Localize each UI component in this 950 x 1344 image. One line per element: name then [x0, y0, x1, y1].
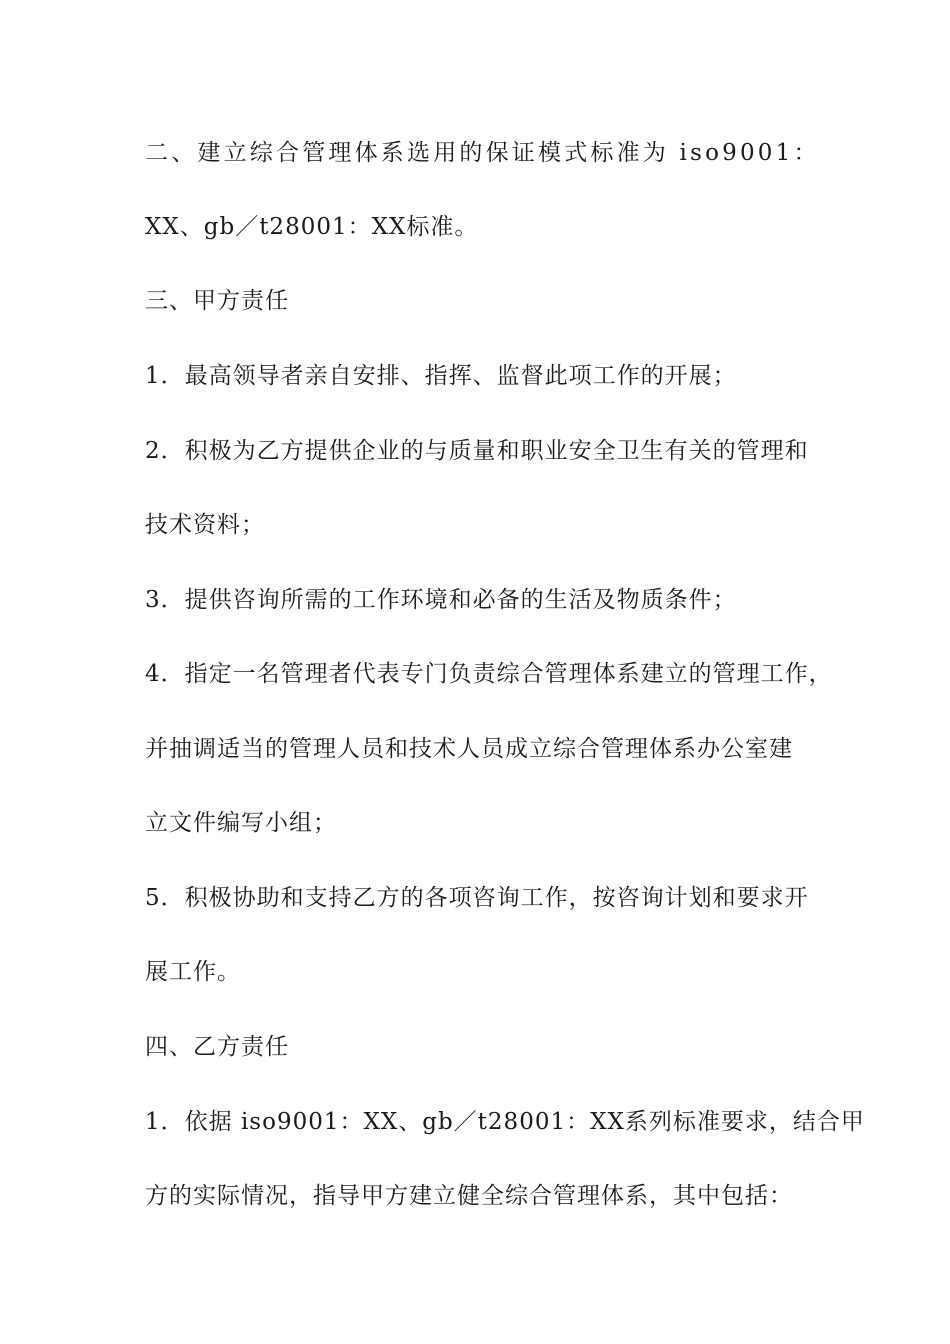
clause-2-line-2: XX、gb／t28001：XX标准。	[145, 214, 479, 240]
party-a-item-4-line-2: 并抽调适当的管理人员和技术人员成立综合管理体系办公室建	[145, 736, 793, 762]
party-b-item-1-line-2: 方的实际情况，指导甲方建立健全综合管理体系，其中包括：	[145, 1183, 793, 1209]
party-a-item-2-line-1: 2．积极为乙方提供企业的与质量和职业安全卫生有关的管理和	[145, 438, 809, 464]
party-b-item-1-line-1: 1．依据 iso9001：XX、gb／t28001：XX系列标准要求，结合甲	[145, 1109, 865, 1135]
party-a-item-5-line-2: 展工作。	[145, 959, 241, 985]
party-a-item-2-line-2: 技术资料；	[145, 512, 265, 538]
party-a-item-4-line-3: 立文件编写小组；	[145, 810, 337, 836]
party-a-item-1: 1．最高领导者亲自安排、指挥、监督此项工作的开展；	[145, 363, 737, 389]
party-a-item-4-line-1: 4．指定一名管理者代表专门负责综合管理体系建立的管理工作，	[145, 661, 833, 687]
party-a-item-3: 3．提供咨询所需的工作环境和必备的生活及物质条件；	[145, 587, 737, 613]
clause-2-line-1: 二、建立综合管理体系选用的保证模式标准为 iso9001：	[145, 140, 820, 166]
party-a-item-5-line-1: 5．积极协助和支持乙方的各项咨询工作，按咨询计划和要求开	[145, 885, 809, 911]
section-heading-party-b: 四、乙方责任	[145, 1034, 289, 1060]
section-heading-party-a: 三、甲方责任	[145, 288, 289, 314]
